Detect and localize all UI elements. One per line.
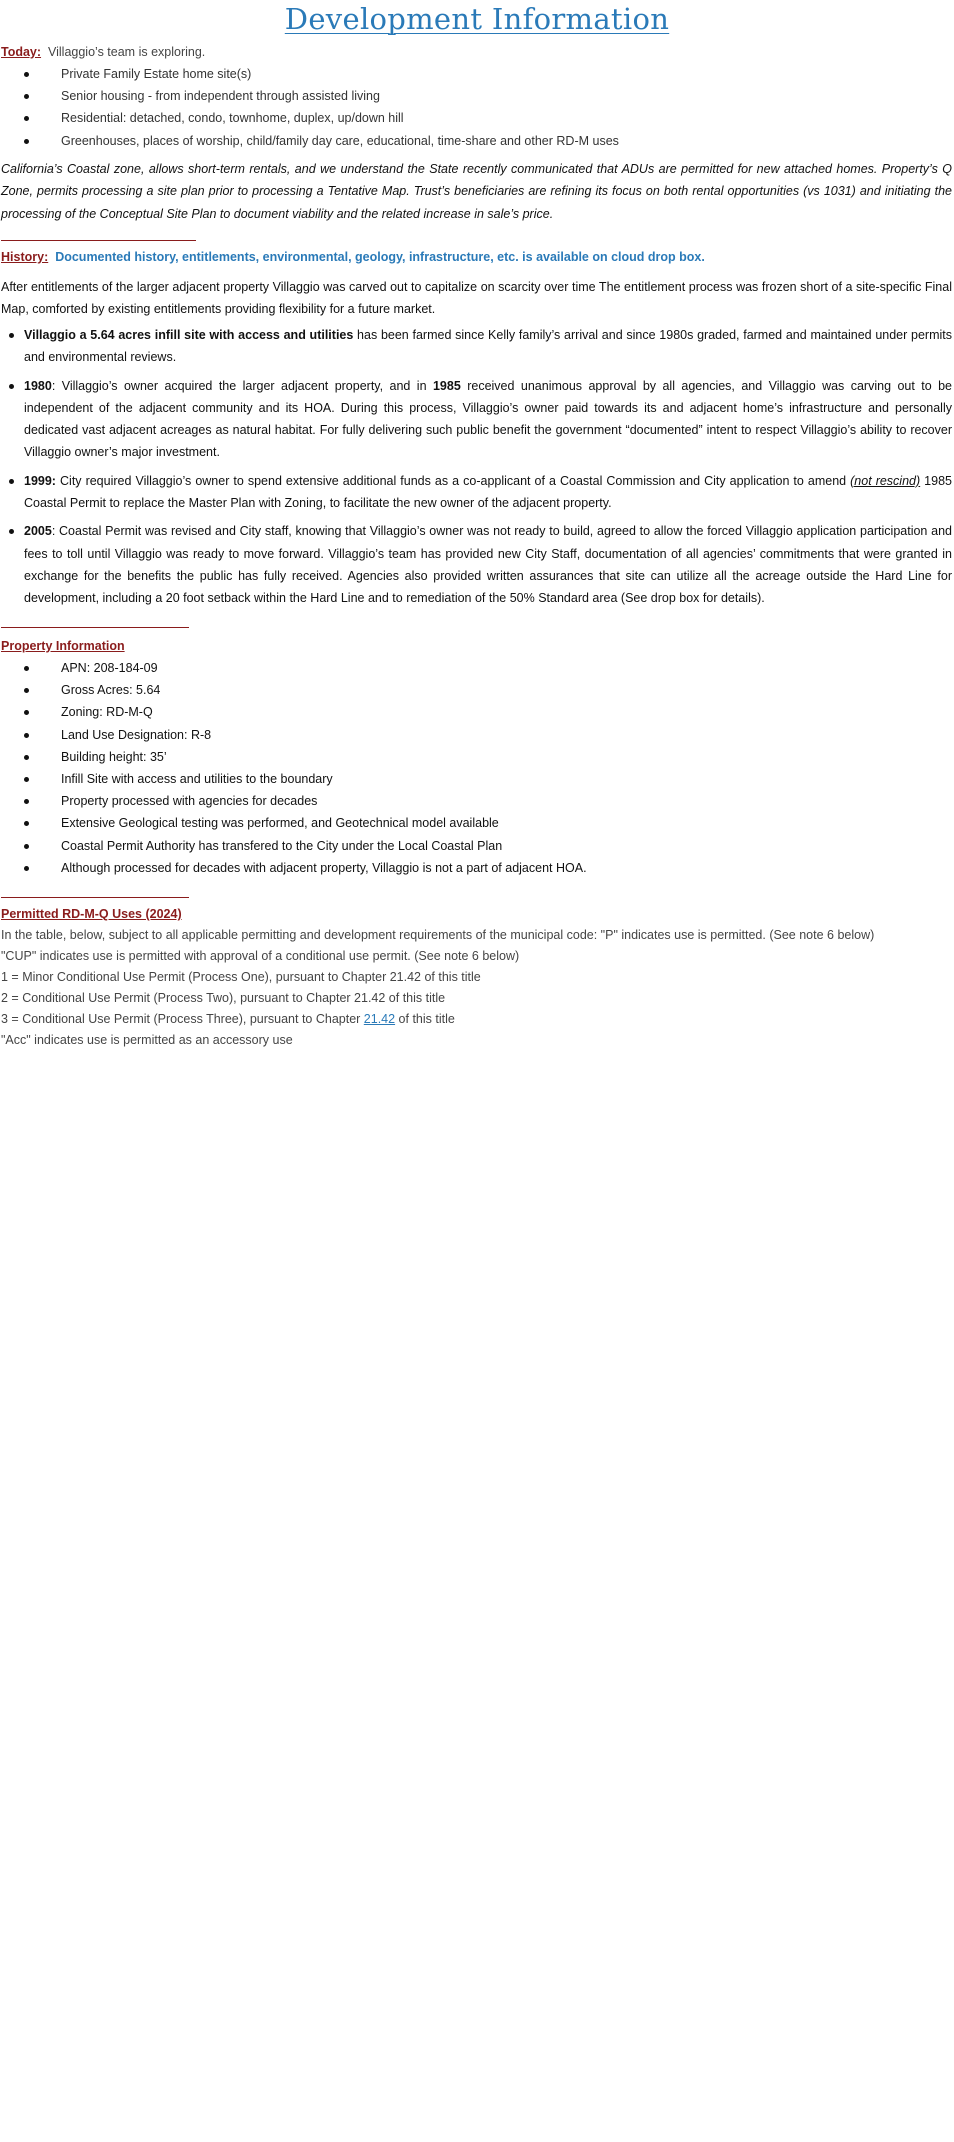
- bullet-icon: [24, 755, 29, 760]
- list-item: 2005: Coastal Permit was revised and City staff, knowing that Villaggio’s owner was not ready to build, agreed to allow the forced Villaggio application participation and fees to toll until Villaggio was ready to move forward. Villaggio’s team has provided new City Staff, documentation of all agencies’ commitments that were granted in exchange for the benefits the public has fully received. Agencies also provided written assurances that site can utilize all the acreage outside the Hard Line for development, including a 20 foot setback within the Hard Line and to remediation of the 50% Standard area (See drop box for details).: [0, 520, 952, 609]
- bullet-icon: [24, 866, 29, 871]
- bullet-icon: [24, 666, 29, 671]
- today-text: Villaggio’s team is exploring.: [48, 45, 206, 59]
- section-divider: [1, 627, 189, 628]
- bullet-icon: [9, 333, 14, 338]
- bullet-icon: [24, 733, 29, 738]
- history-label: History:: [1, 250, 49, 264]
- bullet-icon: [24, 821, 29, 826]
- history-line: [1, 246, 705, 268]
- bullet-icon: [24, 94, 29, 99]
- property-line: [1, 635, 125, 657]
- bullet-icon: [24, 116, 29, 121]
- list-item: 1980: Villaggio’s owner acquired the larger adjacent property, and in 1985 received unanimous approval by all agencies, and Villaggio was carving out to be independent of the adjacent community and its HOA. During this process, Villaggio’s owner paid towards its and adjacent home’s infrastructure and personally dedicated vast adjacent acreages as natural habitat. For fully delivering such public benefit the government “documented” intent to respect Villaggio’s ability to recover Villaggio owner’s major investment.: [0, 375, 952, 464]
- history-list: [0, 324, 952, 610]
- bullet-icon: [24, 844, 29, 849]
- permitted-line: [1, 903, 182, 925]
- bullet-icon: [9, 529, 14, 534]
- permitted-line-0: In the table, below, subject to all applicable permitting and development requirements of the municipal code: "P" indicates use is permitted. (See note 6 below): [1, 928, 875, 942]
- bullet-icon: [9, 384, 14, 389]
- bullet-icon: [24, 799, 29, 804]
- bullet-icon: [9, 479, 14, 484]
- today-line: [1, 41, 205, 63]
- bullet-icon: [24, 710, 29, 715]
- bullet-icon: [24, 688, 29, 693]
- list-item: 1999: City required Villaggio’s owner to spend extensive additional funds as a co-applicant of a Coastal Commission and City application to amend (not rescind) 1985 Coastal Permit to replace the Master Plan with Zoning, to facilitate the new owner of the adjacent property.: [0, 470, 952, 515]
- section-divider: [1, 240, 196, 241]
- property-label: Property Information: [1, 639, 125, 653]
- page-title: Development Information: [284, 2, 670, 36]
- section-divider: [1, 897, 189, 898]
- bullet-icon: [24, 72, 29, 77]
- today-label: Today:: [1, 45, 42, 59]
- bullet-icon: [24, 777, 29, 782]
- chapter-link[interactable]: 21.42: [363, 1012, 396, 1026]
- permitted-line-2: 1 = Minor Conditional Use Permit (Process One), pursuant to Chapter 21.42 of this title: [1, 970, 481, 984]
- history-note: Documented history, entitlements, environmental, geology, infrastructure, etc. is available on cloud drop box.: [55, 250, 705, 264]
- today-paragraph: California’s Coastal zone, allows short-term rentals, and we understand the State recently communicated that ADUs are permitted for new attached homes. Property’s Q Zone, permits processing a site plan prior to processing a Tentative Map. Trust’s beneficiaries are refining its focus on both rental opportunities (vs 1031) and initiating the processing of the Conceptual Site Plan to document viability and the related increase in sale’s price.: [1, 162, 952, 221]
- permitted-line-acc: "Acc" indicates use is permitted as an accessory use: [1, 1033, 293, 1047]
- permitted-line-4: 3 = Conditional Use Permit (Process Three), pursuant to Chapter 21.42 of this title: [1, 1012, 455, 1026]
- list-item: Villaggio a 5.64 acres infill site with access and utilities has been farmed since Kelly family’s arrival and since 1980s graded, farmed and maintained under permits and environmental reviews.: [0, 324, 952, 369]
- history-intro: After entitlements of the larger adjacent property Villaggio was carved out to capitalize on scarcity over time The entitlement process was frozen short of a site-specific Final Map, comforted by existing entitlements providing flexibility for a future market.: [1, 280, 952, 317]
- permitted-label: Permitted RD-M-Q Uses (2024): [1, 907, 182, 921]
- bullet-icon: [24, 139, 29, 144]
- permitted-line-3: 2 = Conditional Use Permit (Process Two), pursuant to Chapter 21.42 of this title: [1, 991, 446, 1005]
- permitted-line-1: "CUP" indicates use is permitted with approval of a conditional use permit. (See note 6 below): [1, 949, 520, 963]
